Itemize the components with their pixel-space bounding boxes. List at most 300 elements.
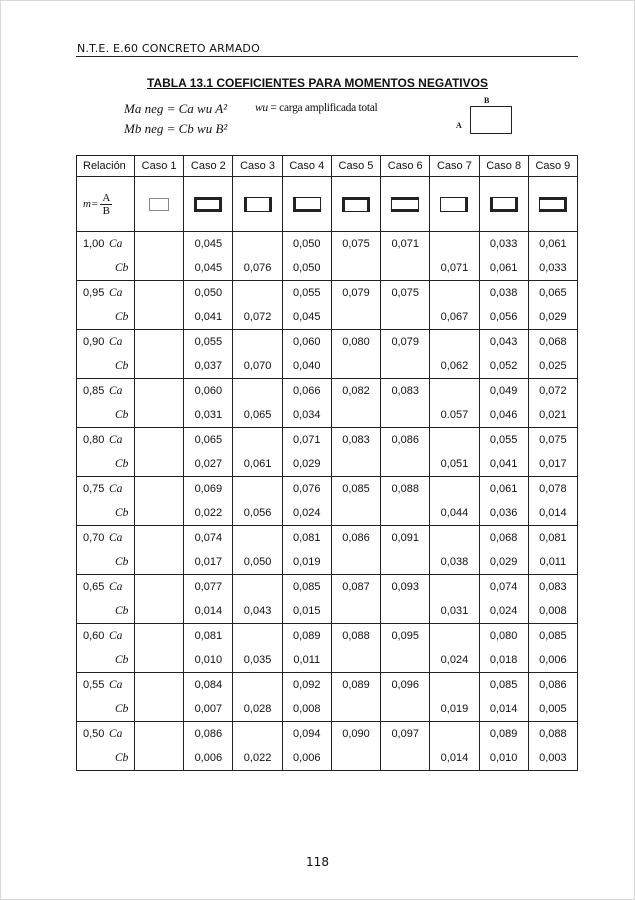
m-value: 0,70 (83, 532, 105, 544)
ca-value-caso-1 (135, 428, 184, 453)
cb-label-cell (77, 746, 135, 771)
ca-value-caso-5: 0,086 (331, 526, 380, 551)
ca-value-caso-4: 0,094 (282, 722, 331, 747)
ca-label: Ca (109, 532, 123, 544)
ca-value-caso-6: 0,091 (381, 526, 430, 551)
ca-value-caso-5: 0,090 (331, 722, 380, 747)
ca-value-caso-6: 0,096 (381, 673, 430, 698)
ca-value-caso-1 (135, 281, 184, 306)
cb-value-caso-2: 0,027 (184, 452, 233, 477)
cb-value-caso-6 (381, 746, 430, 771)
cb-value-caso-5 (331, 697, 380, 722)
cb-value-caso-7: 0,031 (430, 599, 479, 624)
cb-value-caso-2: 0,006 (184, 746, 233, 771)
ca-value-caso-4: 0,066 (282, 379, 331, 404)
running-header: N.T.E. E.60 CONCRETO ARMADO (77, 42, 260, 55)
ca-value-caso-8: 0,068 (479, 526, 528, 551)
ca-value-caso-6: 0,086 (381, 428, 430, 453)
ca-value-caso-8: 0,074 (479, 575, 528, 600)
table-row-cb (77, 256, 578, 281)
ca-value-caso-3 (233, 575, 282, 600)
slab-case-6-icon (391, 197, 419, 212)
ca-value-caso-4: 0,055 (282, 281, 331, 306)
ca-value-caso-9: 0,072 (528, 379, 577, 404)
ca-value-caso-7 (430, 428, 479, 453)
cb-value-caso-6 (381, 354, 430, 379)
cb-value-caso-2: 0,017 (184, 550, 233, 575)
ratio-cell (77, 379, 135, 404)
cb-label-cell (77, 697, 135, 722)
cb-label-cell (77, 550, 135, 575)
ca-value-caso-4: 0,081 (282, 526, 331, 551)
cb-value-caso-8: 0,041 (479, 452, 528, 477)
cb-value-caso-3: 0,035 (233, 648, 282, 673)
cb-value-caso-7: 0,071 (430, 256, 479, 281)
ca-value-caso-5: 0,079 (331, 281, 380, 306)
cb-value-caso-1 (135, 354, 184, 379)
ca-value-caso-4: 0,050 (282, 232, 331, 257)
m-value: 0,55 (83, 679, 105, 691)
cb-value-caso-5 (331, 599, 380, 624)
cb-value-caso-1 (135, 648, 184, 673)
ca-value-caso-6: 0,075 (381, 281, 430, 306)
slab-case-5-icon (342, 197, 370, 212)
table-row-ca (77, 330, 578, 355)
m-value: 0,60 (83, 630, 105, 642)
cb-value-caso-4: 0,040 (282, 354, 331, 379)
ca-value-caso-1 (135, 232, 184, 257)
slab-case-7-icon (440, 197, 468, 212)
ca-value-caso-2: 0,086 (184, 722, 233, 747)
cb-value-caso-9: 0,029 (528, 305, 577, 330)
cb-value-caso-2: 0,045 (184, 256, 233, 281)
slab-case-9-icon (539, 197, 567, 212)
cb-value-caso-1 (135, 452, 184, 477)
ca-value-caso-3 (233, 281, 282, 306)
cb-label-cell (77, 501, 135, 526)
slab-case-2-icon (194, 197, 222, 212)
wu-description: = carga amplificada total (267, 102, 378, 114)
ca-value-caso-8: 0,055 (479, 428, 528, 453)
cb-label: Cb (115, 605, 129, 617)
cb-value-caso-3: 0,076 (233, 256, 282, 281)
cb-value-caso-8: 0,036 (479, 501, 528, 526)
ratio-cell (77, 477, 135, 502)
ca-label: Ca (109, 434, 123, 446)
ca-value-caso-5: 0,088 (331, 624, 380, 649)
formula-mb: Mb neg = Cb wu B² (124, 121, 228, 136)
page-number: 118 (306, 855, 329, 869)
ca-value-caso-6: 0,079 (381, 330, 430, 355)
header-row (77, 156, 578, 177)
ca-value-caso-5: 0,080 (331, 330, 380, 355)
cb-value-caso-5 (331, 550, 380, 575)
m-value: 0,75 (83, 483, 105, 495)
table-row-ca (77, 624, 578, 649)
cb-value-caso-1 (135, 550, 184, 575)
ca-value-caso-8: 0,061 (479, 477, 528, 502)
cb-value-caso-3: 0,043 (233, 599, 282, 624)
table-row-cb (77, 648, 578, 673)
cb-value-caso-5 (331, 452, 380, 477)
cb-value-caso-3: 0,070 (233, 354, 282, 379)
header-caso-5: Caso 5 (331, 156, 380, 177)
ratio-cell (77, 575, 135, 600)
ca-value-caso-9: 0,081 (528, 526, 577, 551)
m-value: 0,85 (83, 385, 105, 397)
ca-value-caso-8: 0,085 (479, 673, 528, 698)
ca-label: Ca (109, 336, 123, 348)
ca-label: Ca (109, 238, 123, 250)
ca-value-caso-3 (233, 232, 282, 257)
cb-value-caso-3: 0,022 (233, 746, 282, 771)
m-ratio-formula (83, 192, 112, 217)
m-value: 0,90 (83, 336, 105, 348)
cb-value-caso-8: 0,010 (479, 746, 528, 771)
ca-value-caso-2: 0,060 (184, 379, 233, 404)
m-value: 0,80 (83, 434, 105, 446)
diagram-slab-rectangle (470, 106, 512, 134)
ca-label: Ca (109, 287, 123, 299)
header-caso-3: Caso 3 (233, 156, 282, 177)
case-5-icon-cell (331, 177, 380, 232)
cb-value-caso-8: 0,056 (479, 305, 528, 330)
cb-value-caso-3: 0,065 (233, 403, 282, 428)
ca-value-caso-2: 0,069 (184, 477, 233, 502)
ca-value-caso-9: 0,078 (528, 477, 577, 502)
cb-value-caso-2: 0,037 (184, 354, 233, 379)
ca-value-caso-7 (430, 673, 479, 698)
m-label: m= (83, 198, 99, 210)
ca-value-caso-2: 0,055 (184, 330, 233, 355)
cb-value-caso-3: 0,056 (233, 501, 282, 526)
cb-value-caso-5 (331, 501, 380, 526)
ca-value-caso-3 (233, 673, 282, 698)
cb-label: Cb (115, 262, 129, 274)
cb-value-caso-6 (381, 501, 430, 526)
cb-label-cell (77, 354, 135, 379)
ca-value-caso-5: 0,085 (331, 477, 380, 502)
table-row-cb (77, 599, 578, 624)
cb-label-cell (77, 305, 135, 330)
cb-value-caso-5 (331, 403, 380, 428)
ca-value-caso-5: 0,087 (331, 575, 380, 600)
ca-value-caso-2: 0,065 (184, 428, 233, 453)
ca-value-caso-4: 0,071 (282, 428, 331, 453)
cb-value-caso-2: 0,007 (184, 697, 233, 722)
ca-value-caso-9: 0,085 (528, 624, 577, 649)
ca-value-caso-6: 0,093 (381, 575, 430, 600)
wu-note (255, 102, 377, 114)
ca-value-caso-4: 0,089 (282, 624, 331, 649)
ca-value-caso-3 (233, 428, 282, 453)
ca-value-caso-7 (430, 624, 479, 649)
ca-value-caso-1 (135, 673, 184, 698)
ratio-cell (77, 624, 135, 649)
cb-label-cell (77, 403, 135, 428)
cb-value-caso-5 (331, 354, 380, 379)
cb-value-caso-8: 0,052 (479, 354, 528, 379)
case-4-icon-cell (282, 177, 331, 232)
ca-value-caso-9: 0,083 (528, 575, 577, 600)
cb-value-caso-2: 0,031 (184, 403, 233, 428)
cb-value-caso-6 (381, 697, 430, 722)
ratio-cell (77, 281, 135, 306)
cb-value-caso-9: 0,025 (528, 354, 577, 379)
cb-value-caso-5 (331, 648, 380, 673)
cb-value-caso-9: 0,003 (528, 746, 577, 771)
ca-value-caso-4: 0,060 (282, 330, 331, 355)
case-icons-row (77, 177, 578, 232)
cb-value-caso-7: 0.057 (430, 403, 479, 428)
table-row-ca (77, 428, 578, 453)
ca-value-caso-9: 0,065 (528, 281, 577, 306)
table-row-ca (77, 232, 578, 257)
m-ratio-cell (77, 177, 135, 232)
cb-value-caso-5 (331, 256, 380, 281)
ca-value-caso-8: 0,033 (479, 232, 528, 257)
ca-value-caso-2: 0,050 (184, 281, 233, 306)
cb-value-caso-1 (135, 403, 184, 428)
cb-value-caso-1 (135, 305, 184, 330)
wu-symbol: wu (255, 102, 268, 114)
cb-value-caso-9: 0,011 (528, 550, 577, 575)
ca-value-caso-6: 0,095 (381, 624, 430, 649)
table-title: TABLA 13.1 COEFICIENTES PARA MOMENTOS NEGATIVOS (147, 76, 488, 90)
header-caso-9: Caso 9 (528, 156, 577, 177)
table-row-cb (77, 305, 578, 330)
ratio-cell (77, 428, 135, 453)
m-value: 0,95 (83, 287, 105, 299)
header-caso-4: Caso 4 (282, 156, 331, 177)
ca-value-caso-3 (233, 379, 282, 404)
ca-value-caso-6: 0,071 (381, 232, 430, 257)
ca-value-caso-7 (430, 722, 479, 747)
cb-value-caso-2: 0,022 (184, 501, 233, 526)
cb-label: Cb (115, 752, 129, 764)
ca-value-caso-1 (135, 526, 184, 551)
table-row-ca (77, 379, 578, 404)
slab-case-1-icon (149, 198, 169, 211)
table-row-ca (77, 722, 578, 747)
cb-value-caso-1 (135, 746, 184, 771)
ca-value-caso-2: 0,045 (184, 232, 233, 257)
ca-value-caso-7 (430, 477, 479, 502)
cb-value-caso-8: 0,046 (479, 403, 528, 428)
ca-label: Ca (109, 581, 123, 593)
ca-value-caso-8: 0,089 (479, 722, 528, 747)
ca-value-caso-7 (430, 330, 479, 355)
cb-value-caso-8: 0,061 (479, 256, 528, 281)
ca-value-caso-7 (430, 526, 479, 551)
case-1-icon-cell (135, 177, 184, 232)
cb-label: Cb (115, 703, 129, 715)
cb-label: Cb (115, 654, 129, 666)
ca-value-caso-9: 0,086 (528, 673, 577, 698)
cb-value-caso-4: 0,008 (282, 697, 331, 722)
ca-value-caso-9: 0,088 (528, 722, 577, 747)
cb-value-caso-1 (135, 599, 184, 624)
cb-value-caso-6 (381, 403, 430, 428)
ca-value-caso-5: 0,089 (331, 673, 380, 698)
cb-value-caso-7: 0,044 (430, 501, 479, 526)
ca-value-caso-3 (233, 722, 282, 747)
table-row-cb (77, 403, 578, 428)
cb-label: Cb (115, 311, 129, 323)
cb-value-caso-4: 0,019 (282, 550, 331, 575)
cb-value-caso-9: 0,014 (528, 501, 577, 526)
cb-value-caso-7: 0,038 (430, 550, 479, 575)
cb-value-caso-6 (381, 550, 430, 575)
ca-value-caso-8: 0,038 (479, 281, 528, 306)
cb-value-caso-1 (135, 697, 184, 722)
table-row-cb (77, 697, 578, 722)
ratio-cell (77, 526, 135, 551)
ca-label: Ca (109, 483, 123, 495)
cb-value-caso-4: 0,011 (282, 648, 331, 673)
ca-value-caso-5: 0,082 (331, 379, 380, 404)
case-3-icon-cell (233, 177, 282, 232)
ca-value-caso-1 (135, 477, 184, 502)
ca-label: Ca (109, 679, 123, 691)
cb-value-caso-8: 0,018 (479, 648, 528, 673)
case-6-icon-cell (381, 177, 430, 232)
cb-value-caso-7: 0,051 (430, 452, 479, 477)
cb-value-caso-6 (381, 599, 430, 624)
header-rule (76, 56, 578, 57)
formula-ma: Ma neg = Ca wu A² (124, 101, 228, 116)
ca-value-caso-2: 0,081 (184, 624, 233, 649)
ca-value-caso-5: 0,083 (331, 428, 380, 453)
ca-value-caso-9: 0,075 (528, 428, 577, 453)
cb-label-cell (77, 648, 135, 673)
table-row-ca (77, 673, 578, 698)
table-row-cb (77, 354, 578, 379)
cb-value-caso-9: 0,033 (528, 256, 577, 281)
cb-label: Cb (115, 458, 129, 470)
ca-value-caso-6: 0,083 (381, 379, 430, 404)
cb-value-caso-4: 0,045 (282, 305, 331, 330)
cb-value-caso-7: 0,019 (430, 697, 479, 722)
case-8-icon-cell (479, 177, 528, 232)
diagram-label-b: B (484, 96, 490, 105)
cb-value-caso-3: 0,072 (233, 305, 282, 330)
cb-value-caso-4: 0,034 (282, 403, 331, 428)
ca-label: Ca (109, 385, 123, 397)
table-row-cb (77, 746, 578, 771)
cb-value-caso-2: 0,010 (184, 648, 233, 673)
cb-value-caso-4: 0,029 (282, 452, 331, 477)
ca-value-caso-9: 0,061 (528, 232, 577, 257)
ratio-cell (77, 673, 135, 698)
cb-value-caso-6 (381, 256, 430, 281)
table-row-cb (77, 501, 578, 526)
slab-case-4-icon (293, 197, 321, 212)
cb-label-cell (77, 599, 135, 624)
ratio-cell (77, 330, 135, 355)
ca-value-caso-7 (430, 232, 479, 257)
case-2-icon-cell (184, 177, 233, 232)
ca-value-caso-3 (233, 624, 282, 649)
m-value: 0,50 (83, 728, 105, 740)
cb-value-caso-3: 0,061 (233, 452, 282, 477)
ca-value-caso-1 (135, 722, 184, 747)
ca-value-caso-2: 0,077 (184, 575, 233, 600)
m-value: 0,65 (83, 581, 105, 593)
cb-value-caso-9: 0,017 (528, 452, 577, 477)
header-caso-1: Caso 1 (135, 156, 184, 177)
ratio-cell (77, 232, 135, 257)
ca-value-caso-4: 0,085 (282, 575, 331, 600)
coefficients-table (76, 155, 578, 771)
slab-reference-diagram (456, 96, 516, 140)
ca-value-caso-8: 0,080 (479, 624, 528, 649)
slab-case-3-icon (244, 197, 272, 212)
cb-value-caso-7: 0,062 (430, 354, 479, 379)
table-row-ca (77, 575, 578, 600)
header-caso-2: Caso 2 (184, 156, 233, 177)
cb-value-caso-7: 0,067 (430, 305, 479, 330)
cb-value-caso-2: 0,041 (184, 305, 233, 330)
ca-value-caso-8: 0,049 (479, 379, 528, 404)
cb-value-caso-9: 0,021 (528, 403, 577, 428)
cb-value-caso-6 (381, 648, 430, 673)
ca-value-caso-2: 0,084 (184, 673, 233, 698)
cb-value-caso-5 (331, 305, 380, 330)
cb-value-caso-3: 0,050 (233, 550, 282, 575)
ca-value-caso-7 (430, 379, 479, 404)
case-7-icon-cell (430, 177, 479, 232)
table-row-cb (77, 550, 578, 575)
ca-value-caso-3 (233, 330, 282, 355)
ca-value-caso-1 (135, 330, 184, 355)
slab-case-8-icon (490, 197, 518, 212)
ca-value-caso-8: 0,043 (479, 330, 528, 355)
ca-value-caso-5: 0,075 (331, 232, 380, 257)
m-denominator: B (102, 204, 111, 217)
ca-value-caso-2: 0,074 (184, 526, 233, 551)
ca-value-caso-6: 0,097 (381, 722, 430, 747)
cb-label: Cb (115, 556, 129, 568)
cb-value-caso-2: 0,014 (184, 599, 233, 624)
ca-value-caso-1 (135, 575, 184, 600)
cb-value-caso-7: 0,024 (430, 648, 479, 673)
cb-label: Cb (115, 360, 129, 372)
cb-value-caso-6 (381, 305, 430, 330)
cb-value-caso-9: 0,006 (528, 648, 577, 673)
header-relacion: Relación (77, 156, 135, 177)
cb-value-caso-3: 0,028 (233, 697, 282, 722)
ca-value-caso-3 (233, 526, 282, 551)
ca-value-caso-9: 0,068 (528, 330, 577, 355)
ca-value-caso-4: 0,076 (282, 477, 331, 502)
table-row-ca (77, 281, 578, 306)
cb-value-caso-8: 0,014 (479, 697, 528, 722)
ca-value-caso-6: 0,088 (381, 477, 430, 502)
cb-value-caso-6 (381, 452, 430, 477)
cb-label: Cb (115, 409, 129, 421)
cb-value-caso-8: 0,029 (479, 550, 528, 575)
cb-label: Cb (115, 507, 129, 519)
header-caso-8: Caso 8 (479, 156, 528, 177)
cb-value-caso-1 (135, 256, 184, 281)
case-9-icon-cell (528, 177, 577, 232)
cb-value-caso-9: 0,005 (528, 697, 577, 722)
ca-label: Ca (109, 630, 123, 642)
ca-value-caso-4: 0,092 (282, 673, 331, 698)
cb-value-caso-8: 0,024 (479, 599, 528, 624)
ca-value-caso-7 (430, 281, 479, 306)
